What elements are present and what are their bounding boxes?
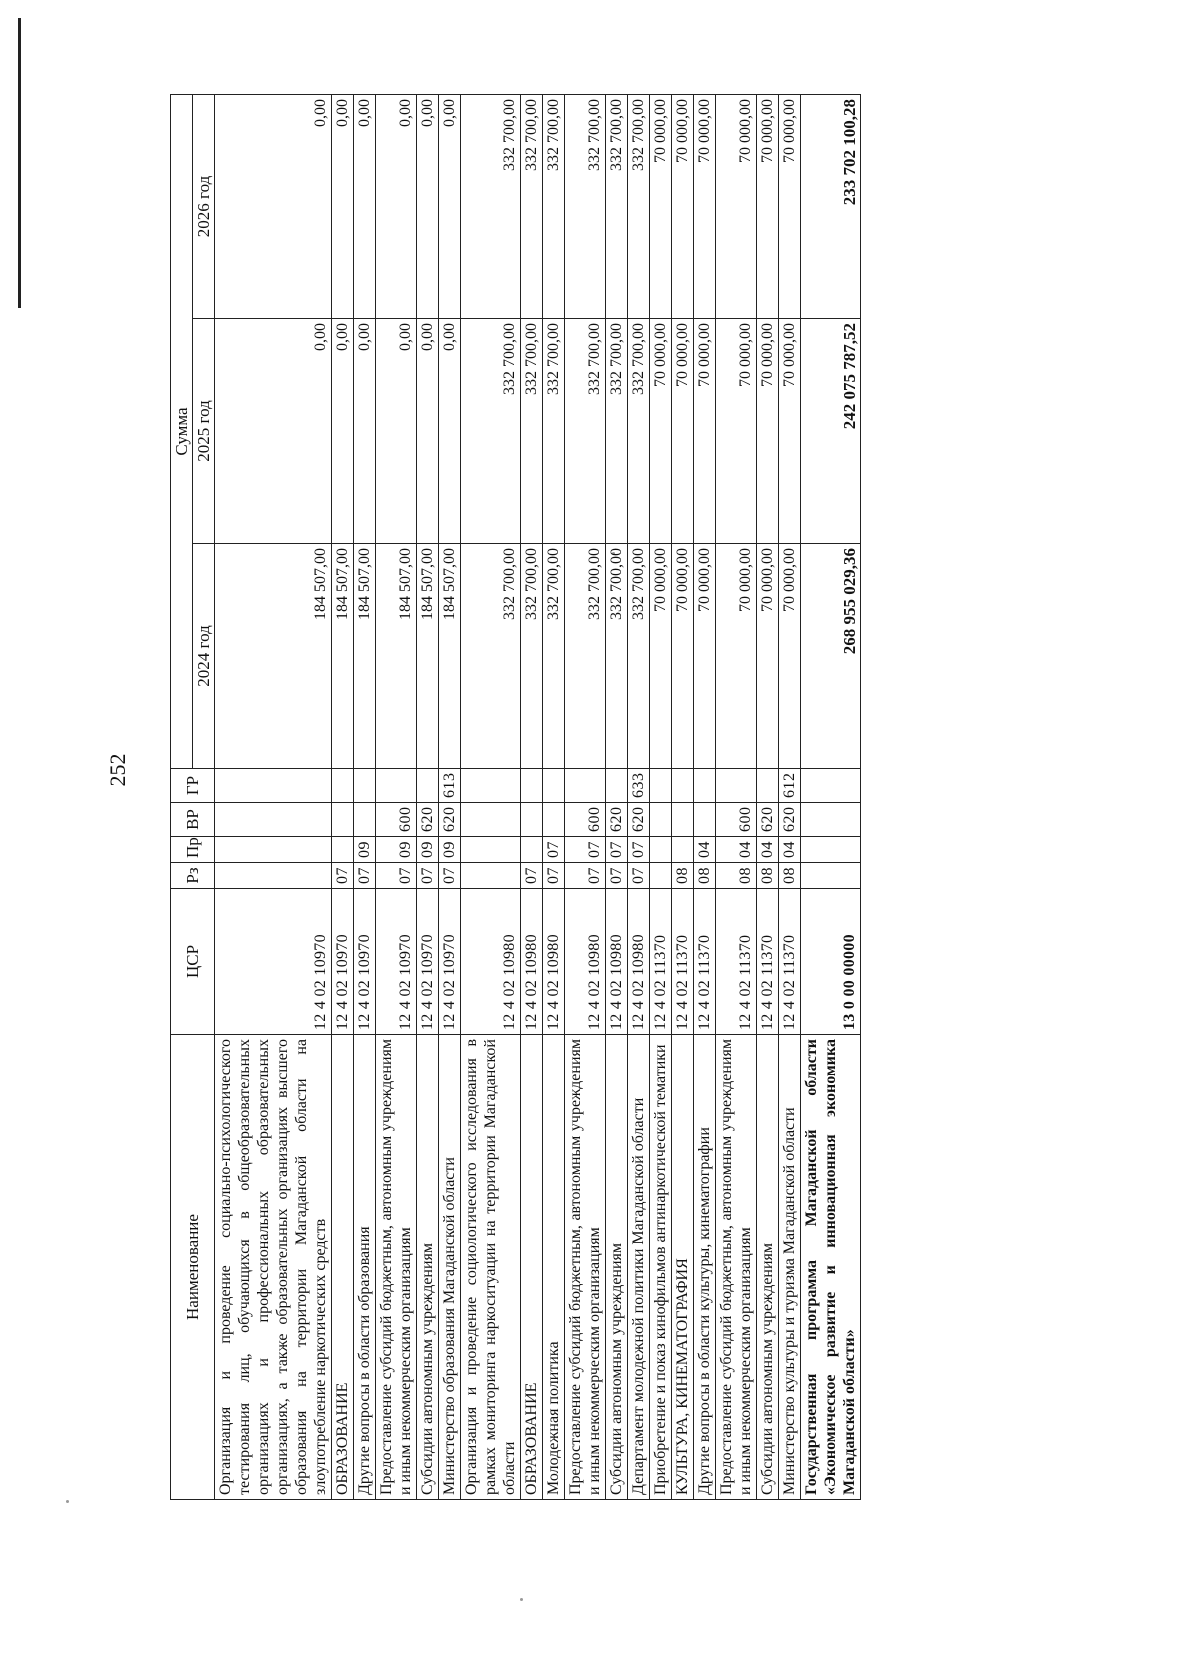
table-row — [650, 95, 672, 1500]
row-sum-2025: 0,00 — [417, 319, 439, 544]
row-sum-2026: 70 000,00 — [779, 95, 801, 319]
table-row — [628, 95, 650, 1500]
rotated-page — [170, 95, 1090, 1500]
row-pr: 09 — [376, 837, 417, 863]
row-gr — [417, 769, 439, 803]
row-sum-2026: 0,00 — [354, 95, 376, 319]
table-row — [694, 95, 716, 1500]
row-sum-2025: 0,00 — [215, 319, 332, 544]
table-row — [417, 95, 439, 1500]
row-sum-2025: 0,00 — [376, 319, 417, 544]
row-sum-2026: 332 700,00 — [521, 95, 543, 319]
row-rz: 07 — [376, 863, 417, 889]
row-sum-2026: 332 700,00 — [461, 95, 521, 319]
row-csr: 12 4 02 11370 — [716, 889, 757, 1035]
row-csr: 12 4 02 11370 — [650, 889, 672, 1035]
row-sum-2024: 332 700,00 — [565, 544, 606, 769]
row-csr: 12 4 02 10970 — [439, 889, 461, 1035]
table-row — [757, 95, 779, 1500]
row-sum-2025: 70 000,00 — [779, 319, 801, 544]
header-pr: Пр — [171, 837, 215, 863]
row-rz: 08 — [716, 863, 757, 889]
row-csr: 12 4 02 11370 — [694, 889, 716, 1035]
row-gr — [801, 769, 861, 803]
row-csr: 12 4 02 10970 — [354, 889, 376, 1035]
row-sum-2026: 70 000,00 — [672, 95, 694, 319]
row-pr: 07 — [565, 837, 606, 863]
row-rz — [650, 863, 672, 889]
row-rz: 07 — [354, 863, 376, 889]
row-sum-2026: 0,00 — [332, 95, 354, 319]
row-sum-2025: 70 000,00 — [716, 319, 757, 544]
row-sum-2024: 268 955 029,36 — [801, 544, 861, 769]
row-csr: 12 4 02 10980 — [606, 889, 628, 1035]
row-sum-2024: 332 700,00 — [521, 544, 543, 769]
row-name: Государственная программа Магаданской области «Экономическое развитие и инновационная экономика Магаданской области» — [801, 1035, 861, 1500]
row-pr: 07 — [543, 837, 565, 863]
row-rz — [215, 863, 332, 889]
row-sum-2025: 332 700,00 — [521, 319, 543, 544]
row-name: Предоставление субсидий бюджетным, автономным учреждениям и иным некоммерческим организациям — [565, 1035, 606, 1500]
row-sum-2025: 70 000,00 — [650, 319, 672, 544]
row-gr — [650, 769, 672, 803]
header-year-2024: 2024 год — [193, 544, 215, 769]
row-name: Организация и проведение социально-психологического тестирования лиц, обучающихся в общеобразовательных организациях и профессиональных образовательных организациях, а также образовательных организациях высшего образования на территории Магаданской области на злоупотребление наркотических средств — [215, 1035, 332, 1500]
row-pr: 09 — [354, 837, 376, 863]
row-sum-2025: 0,00 — [332, 319, 354, 544]
header-vr: ВР — [171, 803, 215, 837]
row-sum-2024: 70 000,00 — [779, 544, 801, 769]
table-row-total — [801, 95, 861, 1500]
row-sum-2025: 332 700,00 — [565, 319, 606, 544]
row-gr: 612 — [779, 769, 801, 803]
row-name: Министерство образования Магаданской области — [439, 1035, 461, 1500]
row-name: Приобретение и показ кинофильмов антинаркотической тематики — [650, 1035, 672, 1500]
row-name: Министерство культуры и туризма Магаданской области — [779, 1035, 801, 1500]
row-name: Предоставление субсидий бюджетным, автономным учреждениям и иным некоммерческим организациям — [376, 1035, 417, 1500]
row-sum-2026: 70 000,00 — [757, 95, 779, 319]
row-sum-2026: 0,00 — [215, 95, 332, 319]
row-csr: 12 4 02 11370 — [757, 889, 779, 1035]
row-gr — [716, 769, 757, 803]
row-csr: 13 0 00 00000 — [801, 889, 861, 1035]
row-rz — [801, 863, 861, 889]
row-pr: 07 — [628, 837, 650, 863]
row-name: Субсидии автономным учреждениям — [417, 1035, 439, 1500]
row-pr: 04 — [716, 837, 757, 863]
row-vr — [354, 803, 376, 837]
row-sum-2026: 332 700,00 — [628, 95, 650, 319]
row-gr: 613 — [439, 769, 461, 803]
row-vr — [694, 803, 716, 837]
row-csr: 12 4 02 10980 — [461, 889, 521, 1035]
row-rz: 07 — [521, 863, 543, 889]
row-csr: 12 4 02 10970 — [332, 889, 354, 1035]
scan-speck — [520, 1598, 523, 1601]
row-rz: 08 — [757, 863, 779, 889]
row-sum-2024: 70 000,00 — [694, 544, 716, 769]
row-sum-2024: 332 700,00 — [606, 544, 628, 769]
row-pr — [332, 837, 354, 863]
row-pr — [215, 837, 332, 863]
row-vr: 620 — [439, 803, 461, 837]
row-pr — [672, 837, 694, 863]
row-sum-2025: 332 700,00 — [461, 319, 521, 544]
row-pr: 09 — [439, 837, 461, 863]
row-name: Департамент молодежной политики Магаданской области — [628, 1035, 650, 1500]
row-sum-2026: 332 700,00 — [543, 95, 565, 319]
row-sum-2026: 332 700,00 — [606, 95, 628, 319]
row-sum-2024: 184 507,00 — [215, 544, 332, 769]
row-name: ОБРАЗОВАНИЕ — [332, 1035, 354, 1500]
header-gr: ГР — [171, 769, 215, 803]
row-sum-2024: 332 700,00 — [628, 544, 650, 769]
table-row — [779, 95, 801, 1500]
row-sum-2024: 184 507,00 — [417, 544, 439, 769]
row-gr — [694, 769, 716, 803]
row-vr — [332, 803, 354, 837]
row-sum-2024: 184 507,00 — [439, 544, 461, 769]
row-vr: 600 — [716, 803, 757, 837]
row-vr — [672, 803, 694, 837]
row-sum-2026: 332 700,00 — [565, 95, 606, 319]
row-gr: 633 — [628, 769, 650, 803]
table-row — [354, 95, 376, 1500]
row-rz — [461, 863, 521, 889]
table-row — [543, 95, 565, 1500]
row-rz: 07 — [439, 863, 461, 889]
row-pr: 07 — [606, 837, 628, 863]
row-vr: 620 — [417, 803, 439, 837]
row-sum-2026: 233 702 100,28 — [801, 95, 861, 319]
row-sum-2025: 332 700,00 — [628, 319, 650, 544]
row-name: Субсидии автономным учреждениям — [606, 1035, 628, 1500]
row-gr — [521, 769, 543, 803]
row-sum-2026: 0,00 — [376, 95, 417, 319]
row-pr — [521, 837, 543, 863]
table-body — [215, 95, 861, 1500]
row-gr — [606, 769, 628, 803]
table-row — [565, 95, 606, 1500]
header-csr: ЦСР — [171, 889, 215, 1035]
row-gr — [757, 769, 779, 803]
row-vr — [543, 803, 565, 837]
row-vr: 620 — [606, 803, 628, 837]
row-sum-2024: 70 000,00 — [716, 544, 757, 769]
table-row — [672, 95, 694, 1500]
row-csr: 12 4 02 10980 — [521, 889, 543, 1035]
row-sum-2024: 184 507,00 — [332, 544, 354, 769]
row-sum-2026: 0,00 — [439, 95, 461, 319]
row-rz: 07 — [606, 863, 628, 889]
row-sum-2024: 332 700,00 — [543, 544, 565, 769]
row-csr: 12 4 02 11370 — [672, 889, 694, 1035]
table-header — [171, 95, 215, 1500]
page-number: 252 — [105, 753, 130, 787]
row-vr — [461, 803, 521, 837]
row-rz: 08 — [694, 863, 716, 889]
row-pr: 04 — [757, 837, 779, 863]
row-csr: 12 4 02 11370 — [779, 889, 801, 1035]
row-vr — [801, 803, 861, 837]
table-row — [332, 95, 354, 1500]
row-name: Другие вопросы в области образования — [354, 1035, 376, 1500]
row-rz: 07 — [565, 863, 606, 889]
table-row — [716, 95, 757, 1500]
table-row — [376, 95, 417, 1500]
row-pr: 04 — [694, 837, 716, 863]
row-sum-2024: 184 507,00 — [376, 544, 417, 769]
row-vr — [521, 803, 543, 837]
table-row — [606, 95, 628, 1500]
row-sum-2025: 70 000,00 — [757, 319, 779, 544]
row-name: КУЛЬТУРА, КИНЕМАТОГРАФИЯ — [672, 1035, 694, 1500]
header-sum: Сумма — [171, 95, 193, 769]
row-vr: 600 — [565, 803, 606, 837]
budget-table — [170, 94, 861, 1500]
row-sum-2025: 332 700,00 — [606, 319, 628, 544]
header-year-2026: 2026 год — [193, 95, 215, 319]
row-csr: 12 4 02 10970 — [376, 889, 417, 1035]
table-row — [461, 95, 521, 1500]
row-gr — [354, 769, 376, 803]
row-sum-2024: 184 507,00 — [354, 544, 376, 769]
row-rz: 08 — [779, 863, 801, 889]
row-sum-2026: 70 000,00 — [716, 95, 757, 319]
row-gr — [461, 769, 521, 803]
row-pr: 09 — [417, 837, 439, 863]
row-csr: 12 4 02 10970 — [215, 889, 332, 1035]
row-rz: 07 — [417, 863, 439, 889]
row-pr — [461, 837, 521, 863]
row-sum-2026: 70 000,00 — [694, 95, 716, 319]
row-sum-2025: 0,00 — [439, 319, 461, 544]
row-pr — [801, 837, 861, 863]
row-name: ОБРАЗОВАНИЕ — [521, 1035, 543, 1500]
header-name: Наименование — [171, 1035, 215, 1500]
row-rz: 07 — [543, 863, 565, 889]
table-row — [521, 95, 543, 1500]
row-csr: 12 4 02 10980 — [628, 889, 650, 1035]
row-pr — [650, 837, 672, 863]
row-sum-2025: 70 000,00 — [672, 319, 694, 544]
row-sum-2025: 0,00 — [354, 319, 376, 544]
row-gr — [565, 769, 606, 803]
table-row — [439, 95, 461, 1500]
row-csr: 12 4 02 10980 — [543, 889, 565, 1035]
row-name: Организация и проведение социологического исследования в рамках мониторинга наркоситуации на территории Магаданской области — [461, 1035, 521, 1500]
row-gr — [672, 769, 694, 803]
row-sum-2024: 332 700,00 — [461, 544, 521, 769]
header-year-2025: 2025 год — [193, 319, 215, 544]
row-vr: 620 — [779, 803, 801, 837]
row-vr — [650, 803, 672, 837]
row-name: Субсидии автономным учреждениям — [757, 1035, 779, 1500]
row-gr — [376, 769, 417, 803]
row-csr: 12 4 02 10980 — [565, 889, 606, 1035]
row-sum-2026: 0,00 — [417, 95, 439, 319]
row-vr: 620 — [628, 803, 650, 837]
row-vr — [215, 803, 332, 837]
header-rz: Рз — [171, 863, 215, 889]
row-vr: 620 — [757, 803, 779, 837]
row-sum-2025: 70 000,00 — [694, 319, 716, 544]
row-name: Молодежная политика — [543, 1035, 565, 1500]
row-csr: 12 4 02 10970 — [417, 889, 439, 1035]
row-sum-2026: 70 000,00 — [650, 95, 672, 319]
row-sum-2024: 70 000,00 — [672, 544, 694, 769]
row-gr — [215, 769, 332, 803]
row-rz: 07 — [628, 863, 650, 889]
table-row — [215, 95, 332, 1500]
row-sum-2025: 332 700,00 — [543, 319, 565, 544]
row-rz: 08 — [672, 863, 694, 889]
row-vr: 600 — [376, 803, 417, 837]
row-gr — [543, 769, 565, 803]
row-sum-2025: 242 075 787,52 — [801, 319, 861, 544]
row-pr: 04 — [779, 837, 801, 863]
row-sum-2024: 70 000,00 — [650, 544, 672, 769]
row-name: Другие вопросы в области культуры, кинематографии — [694, 1035, 716, 1500]
row-name: Предоставление субсидий бюджетным, автономным учреждениям и иным некоммерческим организациям — [716, 1035, 757, 1500]
scan-speck — [66, 1500, 69, 1503]
scan-edge-line — [18, 18, 21, 308]
row-rz: 07 — [332, 863, 354, 889]
row-sum-2024: 70 000,00 — [757, 544, 779, 769]
row-gr — [332, 769, 354, 803]
